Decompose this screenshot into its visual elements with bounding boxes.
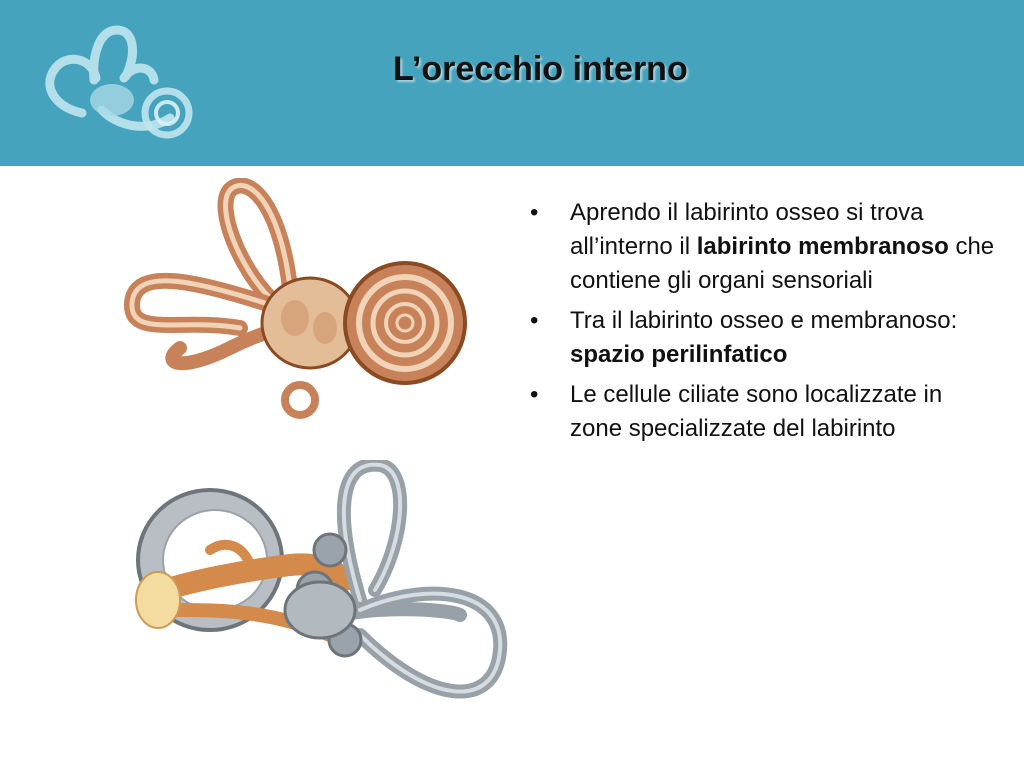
bullet-list [530, 196, 1000, 452]
bullet-item [530, 196, 1000, 298]
bullet-text: Le cellule ciliate sono localizzate in zone specializzate del labirinto [570, 381, 943, 442]
bullet-text-bold: labirinto membranoso [696, 233, 949, 260]
inner-ear-icon [22, 18, 197, 148]
membranous-labyrinth-illustration [130, 460, 515, 715]
bullet-icon: • [530, 199, 539, 226]
bullet-icon: • [530, 307, 539, 334]
page-title: L’orecchio interno [393, 50, 688, 88]
bullet-text: Tra il labirinto osseo e membranoso: [570, 307, 958, 334]
bony-labyrinth-illustration [120, 178, 470, 423]
bullet-item [530, 378, 1000, 446]
bullet-icon: • [530, 381, 539, 408]
bullet-text: Aprendo il labirinto osseo si trova all’interno il [570, 199, 924, 260]
bullet-text: che contiene gli organi sensoriali [570, 233, 995, 294]
bullet-item [530, 304, 1000, 372]
bullet-text-bold: spazio perilinfatico [570, 341, 788, 368]
slide-header [0, 0, 1024, 166]
